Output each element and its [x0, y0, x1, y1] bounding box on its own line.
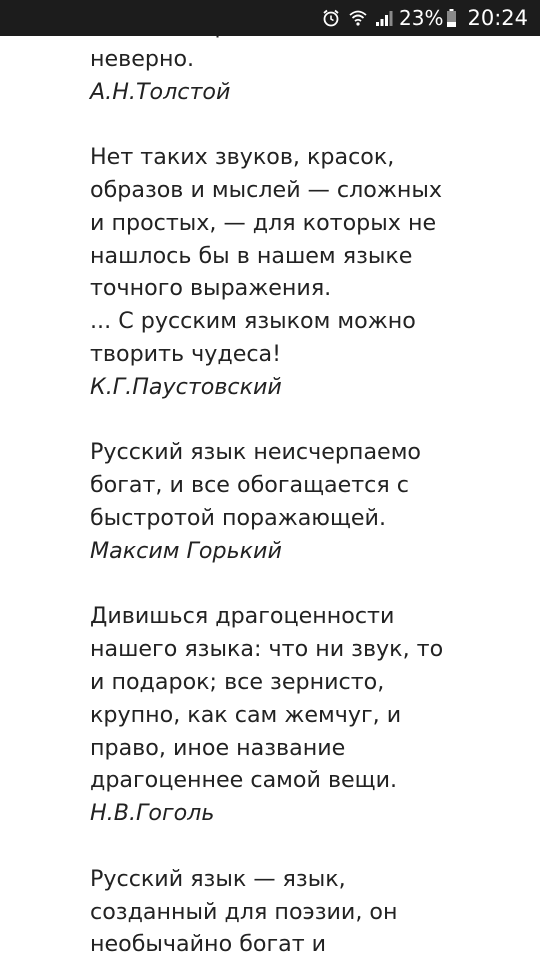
quote-block	[90, 436, 520, 567]
battery-icon	[446, 8, 457, 28]
quote-line: Русский язык неисчерпаемо	[90, 439, 422, 466]
quote-line: точного выражения.	[90, 275, 332, 302]
quote-line: необычайно богат и	[90, 931, 327, 958]
quote-line: Дивишься драгоценности	[90, 603, 395, 630]
status-bar	[0, 0, 540, 36]
quote-line: Нет таких звуков, красок,	[90, 144, 395, 171]
quote-block	[90, 863, 520, 960]
quote-line: Русский язык — язык,	[90, 865, 346, 892]
quote-line: ... С русским языком можно	[90, 308, 416, 335]
quote-author: К.Г.Паустовский	[90, 373, 282, 400]
quote-line: неверно.	[90, 45, 195, 72]
quote-line: драгоценнее самой вещи.	[90, 767, 398, 794]
battery-percent: 23%	[399, 6, 444, 30]
quotes-content	[90, 10, 520, 960]
quote-author: А.Н.Толстой	[90, 78, 231, 105]
quote-block	[90, 141, 520, 403]
quote-line: право, иное название	[90, 734, 346, 761]
quote-line: образов и мыслей — сложных	[90, 176, 443, 203]
quote-line: созданный для поэзии, он	[90, 898, 398, 925]
quote-line: и простых, — для которых не	[90, 209, 437, 236]
quote-line: быстротой поражающей.	[90, 504, 386, 531]
quote-line: крупно, как сам жемчуг, и	[90, 701, 402, 728]
quote-line: нашлось бы в нашем языке	[90, 242, 413, 269]
quote-line: богат, и все обогащается с	[90, 472, 409, 499]
quote-line: творить чудеса!	[90, 340, 282, 367]
quote-author: Н.В.Гоголь	[90, 800, 215, 827]
signal-icon	[375, 9, 393, 27]
quote-block	[90, 600, 520, 830]
quote-line: нашего языка: что ни звук, то	[90, 636, 444, 663]
quote-author: Максим Горький	[90, 537, 282, 564]
quote-line: и подарок; все зернисто,	[90, 668, 385, 695]
wifi-icon	[349, 8, 367, 28]
alarm-icon	[321, 8, 341, 28]
clock: 20:24	[467, 6, 528, 30]
